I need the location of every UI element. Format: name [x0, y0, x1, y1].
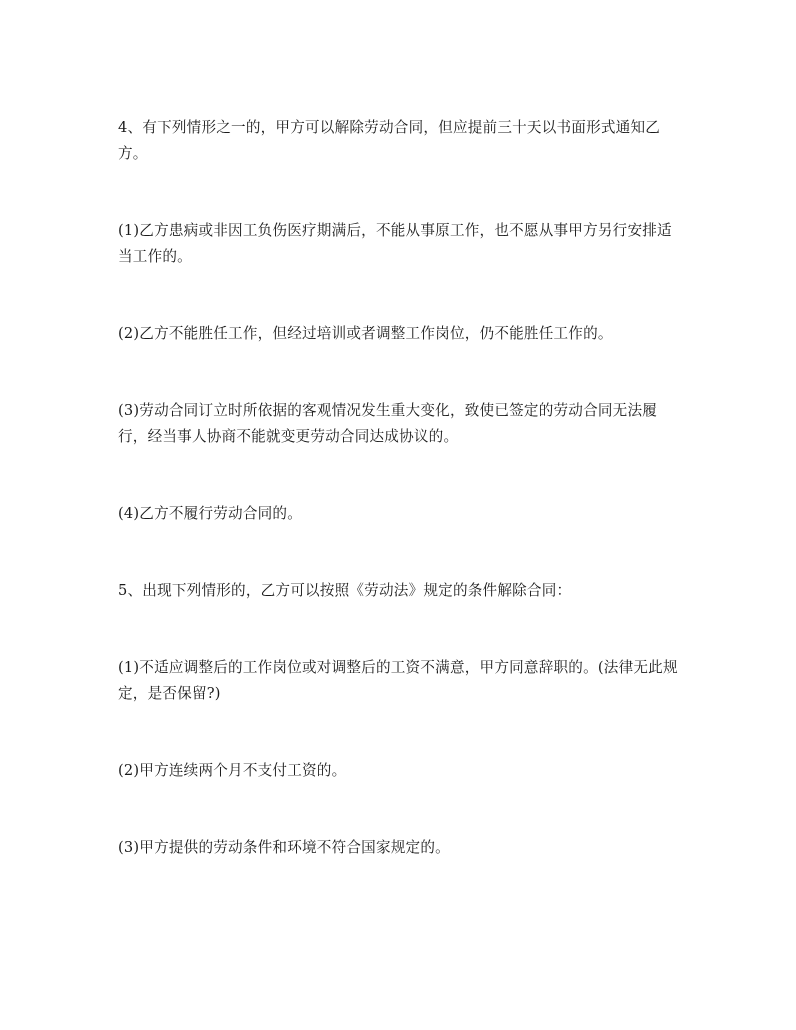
- paragraph-clause-5-item-1: (1)不适应调整后的工作岗位或对调整后的工资不满意，甲方同意辞职的。(法律无此规定，是否保留?): [118, 659, 678, 702]
- paragraph-clause-4-item-2: (2)乙方不能胜任工作，但经过培训或者调整工作岗位，仍不能胜任工作的。: [118, 325, 613, 342]
- paragraph-clause-4-item-1: (1)乙方患病或非因工负伤医疗期满后，不能从事原工作，也不愿从事甲方另行安排适当工作的。: [118, 222, 672, 265]
- paragraph-clause-4-item-4: (4)乙方不履行劳动合同的。: [118, 505, 303, 522]
- paragraph-clause-4: 4、有下列情形之一的，甲方可以解除劳动合同，但应提前三十天以书面形式通知乙方。: [118, 119, 661, 162]
- paragraph-clause-5-item-2: (2)甲方连续两个月不支付工资的。: [118, 762, 347, 779]
- paragraph-clause-5: 5、出现下列情形的，乙方可以按照《劳动法》规定的条件解除合同：: [118, 582, 572, 599]
- paragraph-clause-4-item-3: (3)劳动合同订立时所依据的客观情况发生重大变化，致使已签定的劳动合同无法履行，经当事人协商不能就变更劳动合同达成协议的。: [118, 402, 658, 445]
- paragraph-clause-5-item-3: (3)甲方提供的劳动条件和环境不符合国家规定的。: [118, 839, 450, 856]
